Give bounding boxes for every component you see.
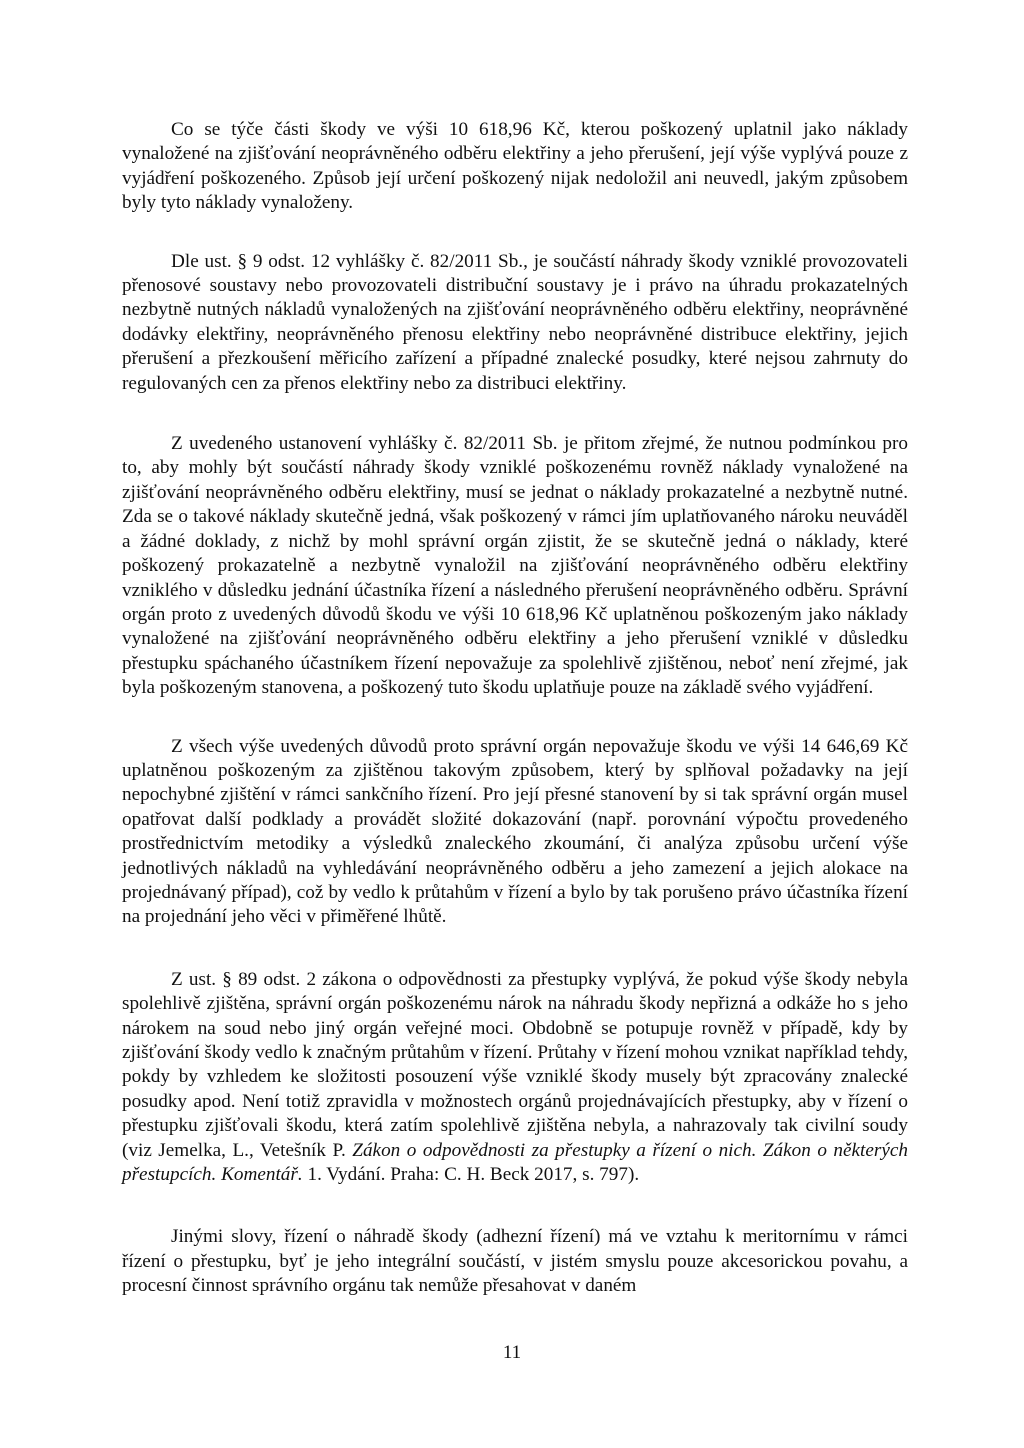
paragraph-4: Z všech výše uvedených důvodů proto správní orgán nepovažuje škodu ve výši 14 646,69 Kč uplatněnou poškozeným za zjištěnou takovým způsobem, který by splňoval požadavky na její nepochybné zjištění v rámci sankčního řízení. Pro její přesné stanovení by si tak správní orgán musel opatřovat další podklady a provádět složité dokazování (např. porovnání výpočtu provedeného prostřednictvím metodiky a výsledků znaleckého zkoumání, či analýza způsobu určení výše jednotlivých nákladů na vyhledávání neoprávněného odběru a jeho zamezení a jejich alokace na projednávaný případ), což by vedlo k průtahům v řízení a bylo by tak porušeno právo účastníka řízení na projednání jeho věci v přiměřené lhůtě. — [122, 735, 908, 928]
citation-italic: Zákon o odpovědnosti za přestupky a řízení o nich. Zákon o některých přestupcích. Komentář. — [122, 1139, 908, 1186]
citation-tail: 1. Vydání. Praha: C. H. Beck 2017, s. 797). — [302, 1164, 640, 1186]
paragraph-2: Dle ust. § 9 odst. 12 vyhlášky č. 82/2011 Sb., je součástí náhrady škody vzniklé provozovateli přenosové soustavy nebo provozovateli distribuční soustavy je i právo na úhradu prokazatelných nezbytně nutných nákladů vynaložených na zjišťování neoprávněného odběru elektřiny, neoprávněné dodávky elektřiny, neoprávněného přenosu elektřiny nebo neoprávněné distribuce elektřiny, jejich přerušení a přezkoušení měřicího zařízení a případné znalecké posudky, které nejsou zahrnuty do regulovaných cen za přenos elektřiny nebo za distribuci elektřiny. — [122, 250, 908, 394]
paragraph-5-text: Z ust. § 89 odst. 2 zákona o odpovědnosti za přestupky vyplývá, že pokud výše škody nebyla spolehlivě zjištěna, správní orgán poškozenému nárok na náhradu škody nepřizná a odkáže ho s jeho nárokem na soud nebo jiný orgán veřejné moci. Obdobně se potupuje rovněž v případě, kdy by zjišťování škody vedlo k značným průtahům v řízení. Průtahy v řízení mohou vznikat například tehdy, pokdy by vzhledem ke složitosti posouzení výše vzniklé škody musely být zpracovány znalecké posudky apod. Není totiž zpravidla v možnostech orgánů projednávajících přestupky, aby v řízení o přestupku zjišťovali škodu, která zatím spolehlivě zjištěna nebyla, a nahrazovaly tak civilní soudy (viz Jemelka, L., Vetešník P. — [122, 968, 908, 1161]
paragraph-3: Z uvedeného ustanovení vyhlášky č. 82/2011 Sb. je přitom zřejmé, že nutnou podmínkou pro to, aby mohly být součástí náhrady škody vzniklé poškozenému rovněž náklady vynaložené na zjišťování neoprávněného odběru elektřiny, musí se jednat o náklady prokazatelné a nezbytně nutné. Zda se o takové náklady skutečně jedná, však poškozený v rámci jím uplatňovaného nároku neuváděl a žádné doklady, z nichž by mohl správní orgán zjistit, že se skutečně jedná o náklady, které poškozený prokazatelně a nezbytně vynaložil na zjišťování neoprávněného odběru elektřiny vzniklého v důsledku jednání účastníka řízení a následného přerušení neoprávněného odběru. Správní orgán proto z uvedených důvodů škodu ve výši 10 618,96 Kč uplatněnou poškozeným jako náklady vynaložené na zjišťování neoprávněného odběru elektřiny a jeho přerušení vzniklé v důsledku přestupku spáchaného účastníkem řízení nepovažuje za spolehlivě zjištěnou, neboť není zřejmé, jak byla poškozeným stanovena, a poškozený tuto škodu uplatňuje pouze na základě svého vyjádření. — [122, 433, 908, 699]
paragraph-5 — [122, 968, 908, 1188]
page-number: 11 — [502, 1342, 522, 1363]
paragraph-1: Co se týče části škody ve výši 10 618,96 Kč, kterou poškozený uplatnil jako náklady vynaložené na zjišťování neoprávněného odběru elektřiny a jeho přerušení, její výše vyplývá pouze z vyjádření poškozeného. Způsob její určení poškozený nijak nedoložil ani neuvedl, jakým způsobem byly tyto náklady vynaloženy. — [122, 119, 908, 214]
document-page — [122, 118, 908, 1299]
paragraph-6: Jinými slovy, řízení o náhradě škody (adhezní řízení) má ve vztahu k meritornímu v rámci řízení o přestupku, byť je jeho integrální součástí, v jistém smyslu pouze akcesorickou povahu, a procesní činnost správního orgánu tak nemůže přesahovat v daném — [122, 1226, 908, 1297]
